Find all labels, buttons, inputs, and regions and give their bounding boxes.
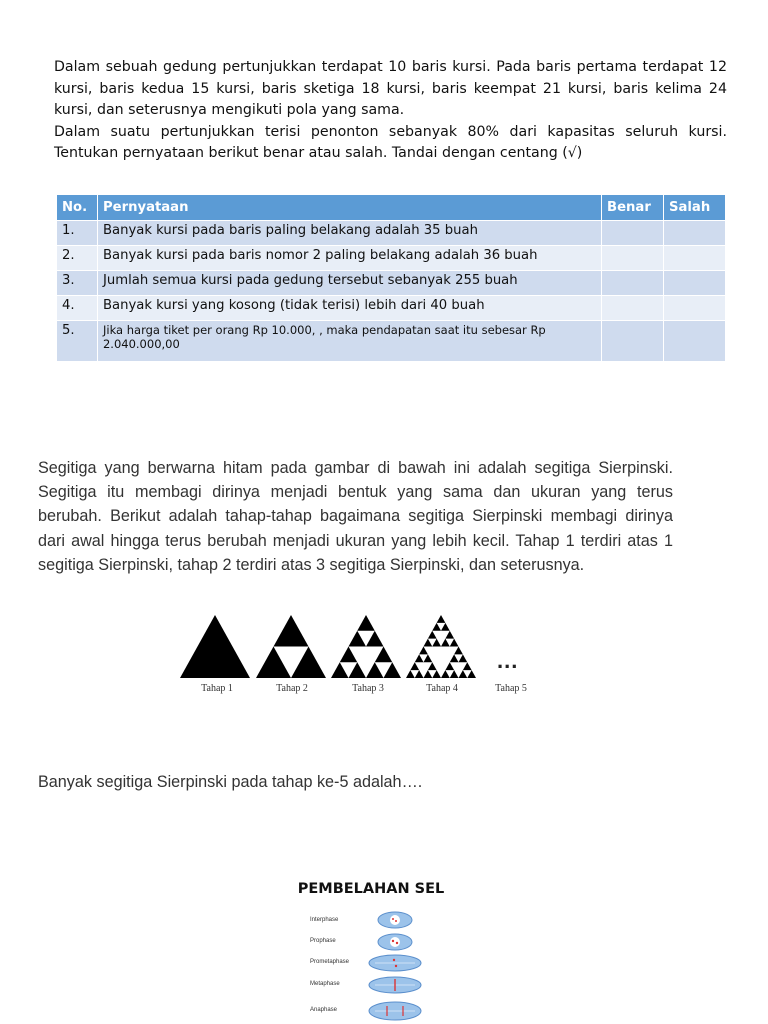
- sierpinski-subtriangle: [180, 615, 250, 678]
- sierpinski-subtriangle: [415, 670, 424, 678]
- sierpinski-subtriangle: [366, 631, 384, 647]
- false-checkbox-cell[interactable]: [664, 271, 726, 296]
- true-checkbox-cell[interactable]: [602, 246, 664, 271]
- sierpinski-subtriangle: [410, 662, 419, 670]
- true-checkbox-cell[interactable]: [602, 321, 664, 362]
- sierpinski-question: Banyak segitiga Sierpinski pada tahap ke-5 adalah….: [38, 773, 423, 791]
- problem1-text: [54, 57, 727, 165]
- cell-division-title: PEMBELAHAN SEL: [297, 881, 445, 897]
- phase-label-anaphase: Anaphase: [310, 1007, 338, 1013]
- row-statement: Banyak kursi pada baris nomor 2 paling belakang adalah 36 buah: [97, 246, 601, 271]
- table-row: [57, 221, 726, 246]
- row-statement: Jumlah semua kursi pada gedung tersebut sebanyak 255 buah: [97, 271, 601, 296]
- sierpinski-subtriangle: [454, 647, 463, 655]
- row-number: 1.: [57, 221, 98, 246]
- stage-label-3: Tahap 3: [352, 683, 384, 694]
- phase-label-metaphase: Metaphase: [310, 981, 340, 987]
- sierpinski-subtriangle: [349, 662, 367, 678]
- sierpinski-subtriangle: [437, 615, 446, 623]
- true-checkbox-cell[interactable]: [602, 296, 664, 321]
- sierpinski-subtriangle: [441, 670, 450, 678]
- table-header-row: [57, 195, 726, 221]
- sierpinski-subtriangle: [419, 647, 428, 655]
- sierpinski-subtriangle: [432, 623, 441, 631]
- sierpinski-stage-2: [256, 615, 326, 678]
- metaphase-cell-icon: [369, 977, 421, 993]
- sierpinski-subtriangle: [291, 647, 326, 679]
- row-number: 3.: [57, 271, 98, 296]
- false-checkbox-cell[interactable]: [664, 246, 726, 271]
- sierpinski-subtriangle: [375, 647, 393, 663]
- header-false: Salah: [664, 195, 726, 221]
- sierpinski-subtriangle: [384, 662, 402, 678]
- table-row: [57, 321, 726, 362]
- sierpinski-subtriangle: [349, 631, 367, 647]
- row-number: 5.: [57, 321, 98, 362]
- sierpinski-subtriangle: [450, 670, 459, 678]
- sierpinski-subtriangle: [424, 654, 433, 662]
- problem1-paragraph2: Dalam suatu pertunjukkan terisi penonton sebanyak 80% dari kapasitas seluruh kursi. Tentukan pernyataan berikut benar atau salah. Tandai dengan centang (√): [54, 123, 727, 161]
- sierpinski-stage-1: [180, 615, 250, 678]
- sierpinski-subtriangle: [428, 631, 437, 639]
- statement-table: [56, 194, 726, 362]
- sierpinski-subtriangle: [432, 670, 441, 678]
- row-statement: Jika harga tiket per orang Rp 10.000, , maka pendapatan saat itu sebesar Rp 2.040.000,00: [97, 321, 601, 362]
- sierpinski-subtriangle: [432, 639, 441, 647]
- sierpinski-subtriangle: [357, 615, 375, 631]
- sierpinski-subtriangle: [459, 670, 468, 678]
- ellipsis: ...: [497, 648, 519, 673]
- sierpinski-subtriangle: [340, 647, 358, 663]
- sierpinski-subtriangle: [450, 654, 459, 662]
- prophase-cell-icon: [378, 934, 412, 950]
- sierpinski-subtriangle: [450, 639, 459, 647]
- sierpinski-subtriangle: [366, 662, 384, 678]
- true-checkbox-cell[interactable]: [602, 271, 664, 296]
- sierpinski-subtriangle: [441, 623, 450, 631]
- problem1-paragraph1: Dalam sebuah gedung pertunjukkan terdapat 10 baris kursi. Pada baris pertama terdapat 12 kursi, baris kedua 15 kursi, baris sketiga 18 kursi, baris keempat 21 kursi, baris kelima 24 kursi, dan seterusnya mengikuti pola yang sama.: [54, 59, 727, 118]
- sierpinski-subtriangle: [428, 662, 437, 670]
- phase-label-prometaphase: Prometaphase: [310, 959, 350, 965]
- sierpinski-subtriangle: [256, 647, 291, 679]
- header-no: No.: [57, 195, 98, 221]
- stage-label-4: Tahap 4: [426, 683, 458, 694]
- row-number: 2.: [57, 246, 98, 271]
- true-checkbox-cell[interactable]: [602, 221, 664, 246]
- table-row: [57, 246, 726, 271]
- sierpinski-stage-3: [331, 615, 401, 678]
- sierpinski-subtriangle: [459, 654, 468, 662]
- header-statement: Pernyataan: [97, 195, 601, 221]
- anaphase-cell-icon: [369, 1002, 421, 1020]
- row-statement: Banyak kursi yang kosong (tidak terisi) lebih dari 40 buah: [97, 296, 601, 321]
- stage-label-2: Tahap 2: [276, 683, 308, 694]
- sierpinski-subtriangle: [415, 654, 424, 662]
- sierpinski-subtriangle: [445, 631, 454, 639]
- sierpinski-subtriangle: [331, 662, 349, 678]
- sierpinski-subtriangle: [406, 670, 415, 678]
- table-row: [57, 296, 726, 321]
- table-row: [57, 271, 726, 296]
- sierpinski-subtriangle: [424, 670, 433, 678]
- false-checkbox-cell[interactable]: [664, 296, 726, 321]
- false-checkbox-cell[interactable]: [664, 221, 726, 246]
- stage-label-1: Tahap 1: [201, 683, 233, 694]
- header-true: Benar: [602, 195, 664, 221]
- sierpinski-subtriangle: [274, 615, 309, 647]
- sierpinski-triangles: [180, 612, 540, 682]
- sierpinski-subtriangle: [441, 639, 450, 647]
- prometaphase-cell-icon: [369, 955, 421, 971]
- cell-division-diagram: [365, 908, 425, 1024]
- false-checkbox-cell[interactable]: [664, 321, 726, 362]
- sierpinski-subtriangle: [463, 662, 472, 670]
- interphase-cell-icon: [378, 912, 412, 928]
- row-statement: Banyak kursi pada baris paling belakang adalah 35 buah: [97, 221, 601, 246]
- sierpinski-paragraph: Segitiga yang berwarna hitam pada gambar di bawah ini adalah segitiga Sierpinski. Segitiga itu membagi dirinya menjadi bentuk yang sama dan ukuran yang terus berubah. Berikut adalah tahap-tahap bagaimana segitiga Sierpinski membagi dirinya dari awal hingga terus berubah menjadi ukuran yang lebih kecil. Tahap 1 terdiri atas 1 segitiga Sierpinski, tahap 2 terdiri atas 3 segitiga Sierpinski, dan seterusnya.: [38, 459, 673, 574]
- sierpinski-subtriangle: [424, 639, 433, 647]
- sierpinski-stage-4: [406, 615, 476, 678]
- row-number: 4.: [57, 296, 98, 321]
- phase-label-interphase: Interphase: [310, 917, 339, 923]
- stage-label-5: Tahap 5: [495, 683, 527, 694]
- phase-label-prophase: Prophase: [310, 938, 336, 944]
- sierpinski-subtriangle: [467, 670, 476, 678]
- sierpinski-subtriangle: [445, 662, 454, 670]
